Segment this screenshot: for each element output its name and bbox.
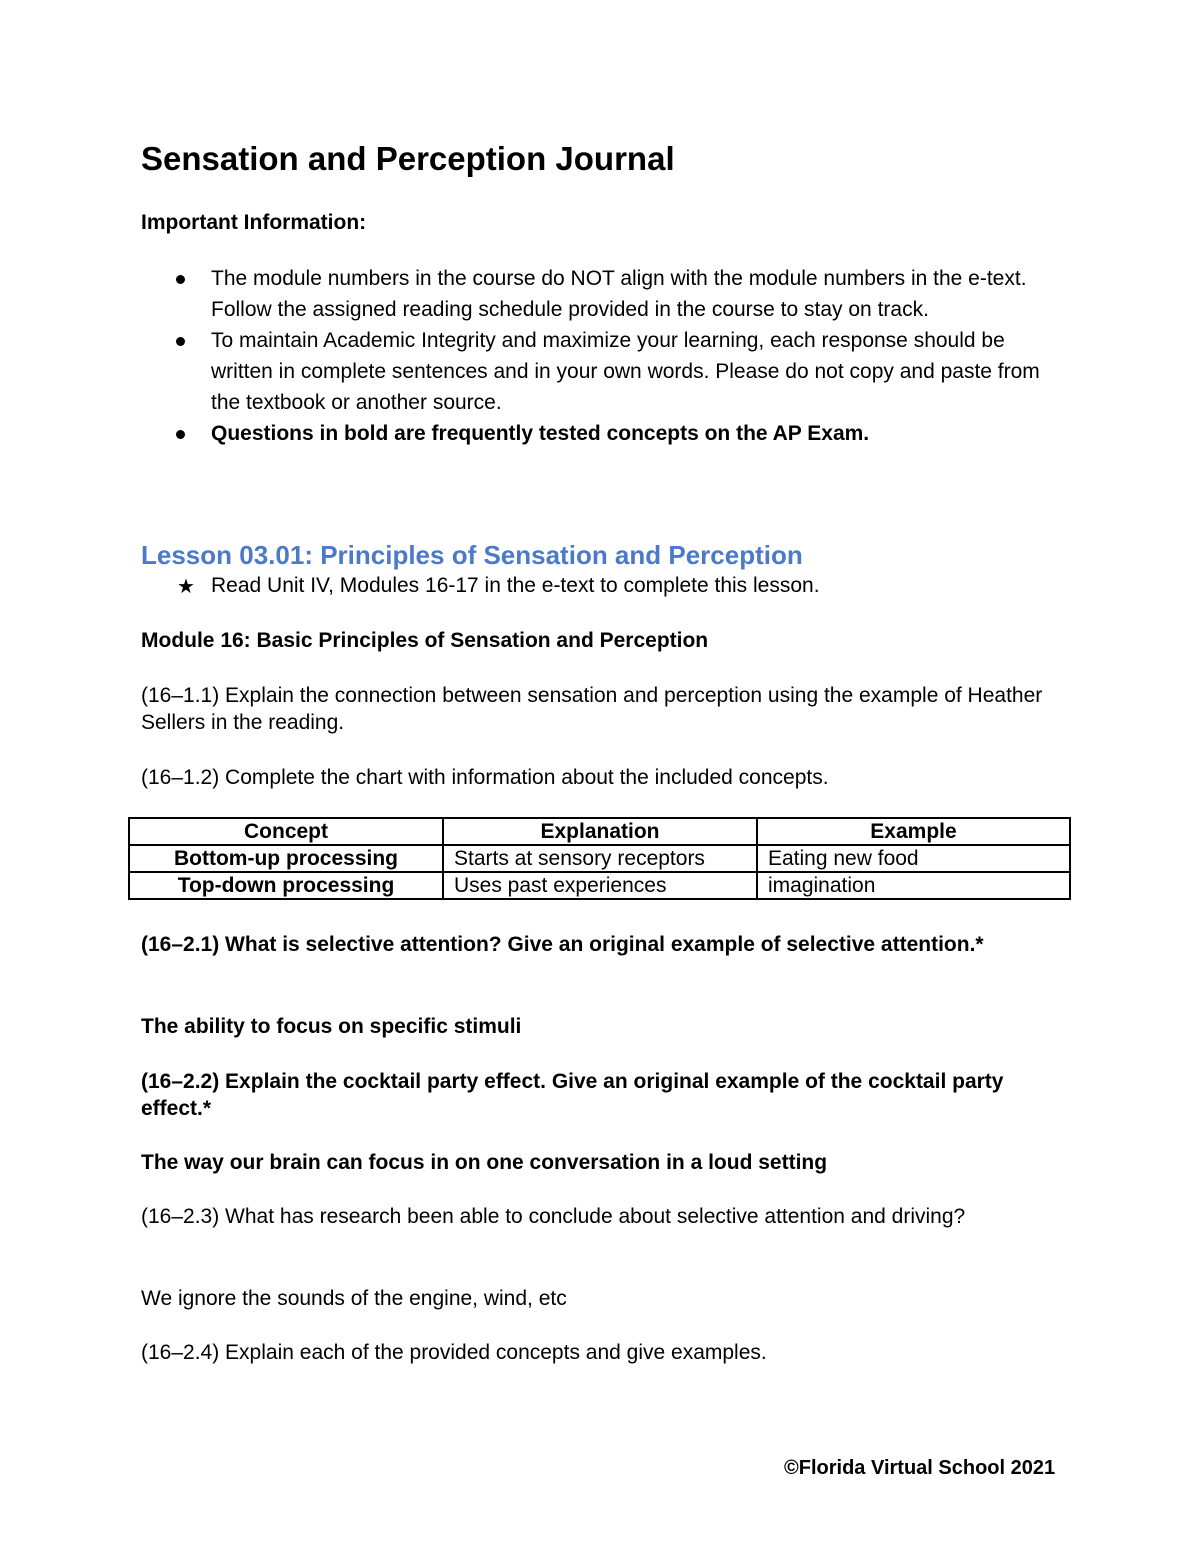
table-header-row xyxy=(129,818,1070,845)
lesson-title: Lesson 03.01: Principles of Sensation and Perception xyxy=(141,540,803,570)
star-icon: ★ xyxy=(177,574,195,598)
table-row xyxy=(129,845,1070,872)
table-cell-concept: Bottom-up processing xyxy=(129,845,443,872)
important-info-list xyxy=(141,263,1061,449)
question-16-1-2: (16–1.2) Complete the chart with information about the included concepts. xyxy=(141,766,829,789)
table-row xyxy=(129,872,1070,899)
question-16-2-4: (16–2.4) Explain each of the provided concepts and give examples. xyxy=(141,1341,767,1364)
bullet-text: The module numbers in the course do NOT align with the module numbers in the e-text. Follow the assigned reading schedule provided in the course to stay on track. xyxy=(211,267,1027,321)
reading-note-text: Read Unit IV, Modules 16-17 in the e-text to complete this lesson. xyxy=(211,574,820,597)
bullet-item xyxy=(141,325,1061,418)
table-header-explanation: Explanation xyxy=(443,818,757,845)
table-header-example: Example xyxy=(757,818,1070,845)
bullet-text: To maintain Academic Integrity and maximize your learning, each response should be written in complete sentences and in your own words. Please do not copy and paste from the textbook or another source. xyxy=(211,329,1040,414)
bullet-item xyxy=(141,263,1061,325)
table-cell-explanation: Starts at sensory receptors xyxy=(443,845,757,872)
table-cell-explanation: Uses past experiences xyxy=(443,872,757,899)
bullet-item xyxy=(141,418,1061,449)
question-16-2-3: (16–2.3) What has research been able to conclude about selective attention and driving? xyxy=(141,1205,966,1228)
table-cell-example: imagination xyxy=(757,872,1070,899)
bullet-text: Questions in bold are frequently tested concepts on the AP Exam. xyxy=(211,422,870,445)
question-16-1-1: (16–1.1) Explain the connection between sensation and perception using the example of Heather Sellers in the reading. xyxy=(141,684,1043,734)
answer-16-2-2: The way our brain can focus in on one conversation in a loud setting xyxy=(141,1151,828,1174)
bullet-icon xyxy=(176,275,185,284)
table-cell-example: Eating new food xyxy=(757,845,1070,872)
module-title: Module 16: Basic Principles of Sensation and Perception xyxy=(141,629,709,652)
concept-table xyxy=(128,817,1071,900)
table-cell-concept: Top-down processing xyxy=(129,872,443,899)
important-info-heading: Important Information: xyxy=(141,211,367,234)
question-16-2-1: (16–2.1) What is selective attention? Give an original example of selective attention.* xyxy=(141,933,984,956)
answer-16-2-3: We ignore the sounds of the engine, wind, etc xyxy=(141,1287,567,1310)
table-header-concept: Concept xyxy=(129,818,443,845)
bullet-icon xyxy=(176,337,185,346)
question-16-2-2: (16–2.2) Explain the cocktail party effect. Give an original example of the cocktail party effect.* xyxy=(141,1070,1004,1120)
copyright-footer: ©Florida Virtual School 2021 xyxy=(784,1457,1056,1479)
bullet-icon xyxy=(176,430,185,439)
document-title: Sensation and Perception Journal xyxy=(141,140,675,177)
answer-16-2-1: The ability to focus on specific stimuli xyxy=(141,1015,522,1038)
